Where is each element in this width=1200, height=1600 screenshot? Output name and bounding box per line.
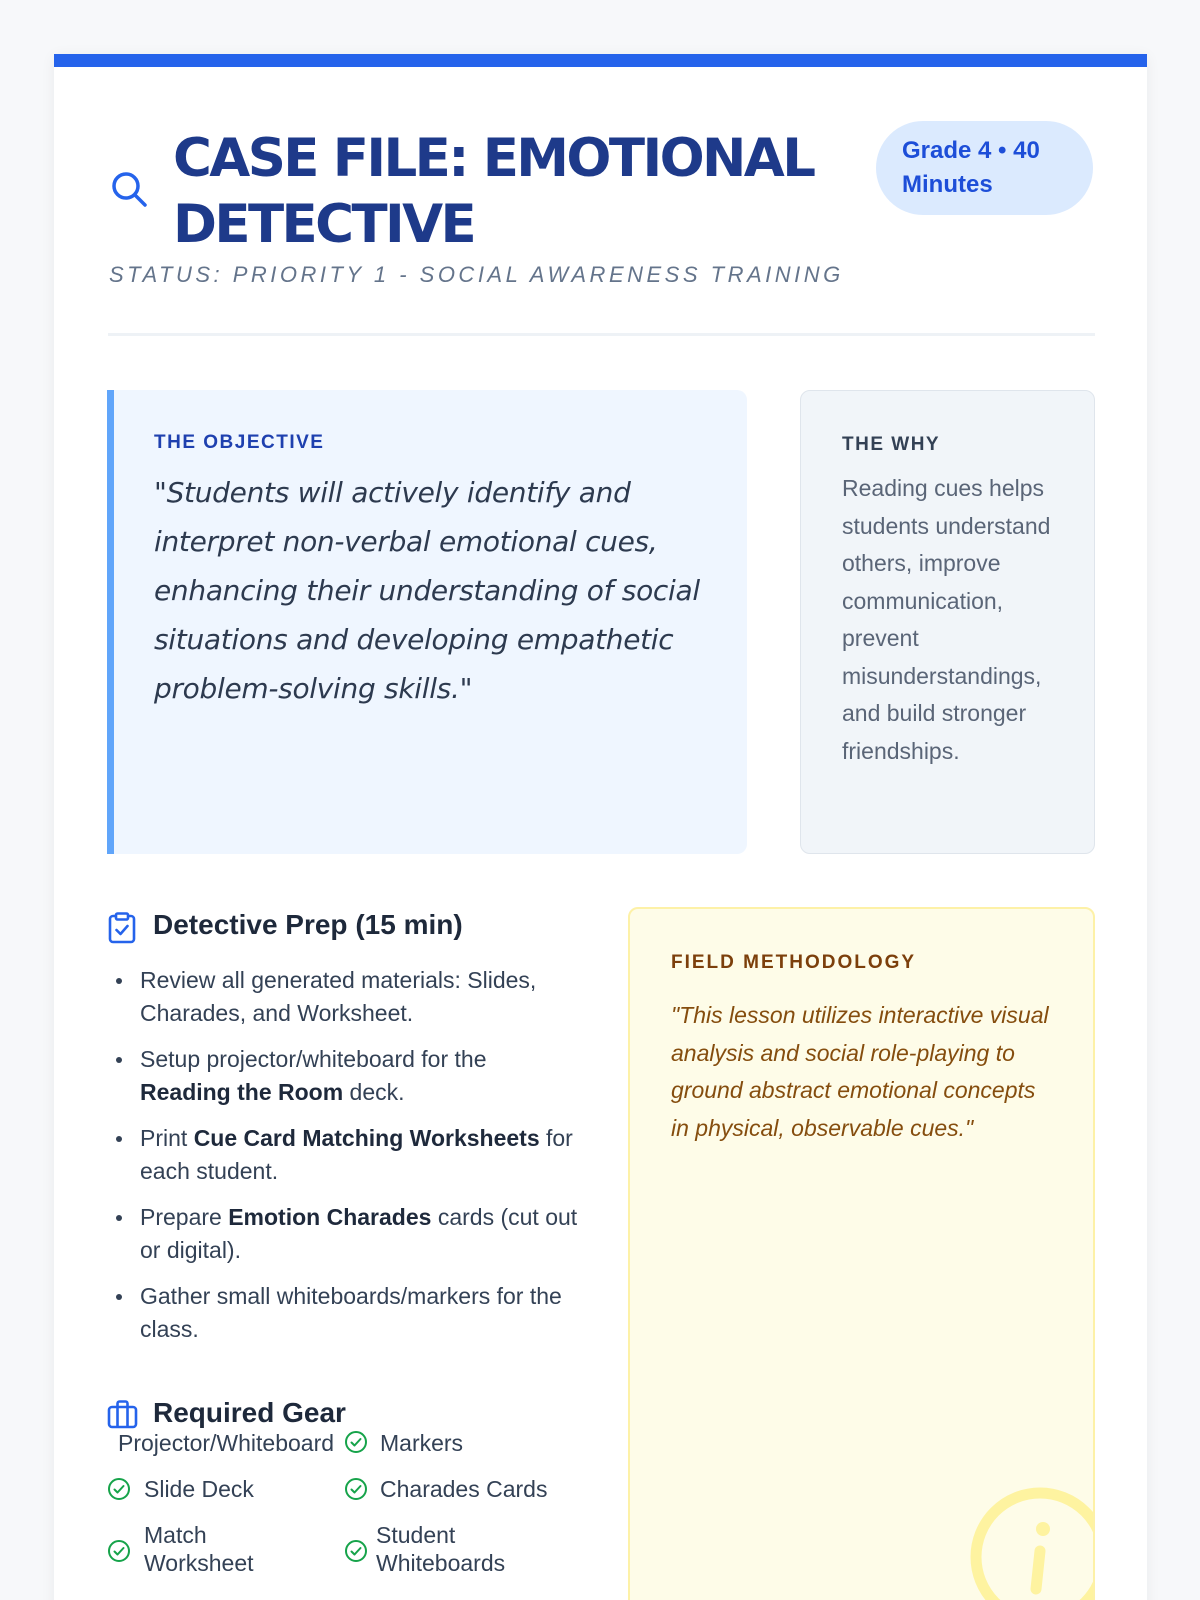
gear-item: Match Worksheet — [144, 1522, 254, 1576]
objective-label: THE OBJECTIVE — [154, 432, 325, 453]
page-title: CASE FILE: EMOTIONAL DETECTIVE — [173, 128, 814, 255]
grade-duration-badge: Grade 4 • 40 Minutes — [876, 121, 1093, 215]
briefcase-icon — [107, 1399, 138, 1429]
check-circle-icon — [344, 1430, 368, 1454]
gear-item: Charades Cards — [380, 1476, 548, 1502]
check-circle-icon — [344, 1477, 368, 1501]
prep-item: Prepare Emotion Charades cards (cut out or digital). — [140, 1201, 580, 1267]
check-circle-icon — [107, 1477, 131, 1501]
prep-list — [140, 964, 580, 1359]
why-label: THE WHY — [842, 434, 941, 455]
gear-item: Markers — [380, 1430, 464, 1456]
prep-item: Gather small whiteboards/markers for the class. — [140, 1280, 580, 1346]
why-body: Reading cues helps students understand others, improve communication, prevent misunderstandings, and build stronger friendships. — [842, 475, 1051, 764]
prep-item: Review all generated materials: Slides, Charades, and Worksheet. — [140, 964, 580, 1030]
field-quote: "This lesson utilizes interactive visual analysis and social role-playing to ground abstract emotional concepts in physical, observable cues." — [671, 1002, 1049, 1141]
gear-heading: Required Gear — [153, 1397, 346, 1428]
accent-bar — [54, 54, 1147, 67]
objective-quote: "Students will actively identify and interpret non-verbal emotional cues, enhancing their understanding of social situations and developing empathetic problem-solving skills." — [154, 476, 700, 705]
why-panel — [800, 390, 1095, 854]
prep-item: Setup projector/whiteboard for the Reading the Room deck. — [140, 1043, 580, 1109]
status-line: STATUS: PRIORITY 1 - SOCIAL AWARENESS TRAINING — [109, 262, 844, 287]
check-circle-icon — [107, 1539, 131, 1563]
gear-item: Slide Deck — [144, 1476, 254, 1502]
search-icon — [110, 170, 148, 208]
field-methodology-panel — [628, 907, 1095, 1600]
clipboard-check-icon — [107, 912, 137, 944]
lesson-card — [54, 54, 1147, 1600]
header-divider — [108, 333, 1095, 336]
prep-item: Print Cue Card Matching Worksheets for each student. — [140, 1122, 580, 1188]
objective-panel — [107, 390, 747, 854]
field-label: FIELD METHODOLOGY — [671, 952, 917, 973]
gear-item: Projector/Whiteboard — [118, 1430, 335, 1456]
gear-item: Student Whiteboards — [376, 1522, 506, 1576]
prep-heading: Detective Prep (15 min) — [153, 909, 463, 940]
check-circle-icon — [344, 1539, 368, 1563]
info-icon — [960, 1477, 1095, 1600]
